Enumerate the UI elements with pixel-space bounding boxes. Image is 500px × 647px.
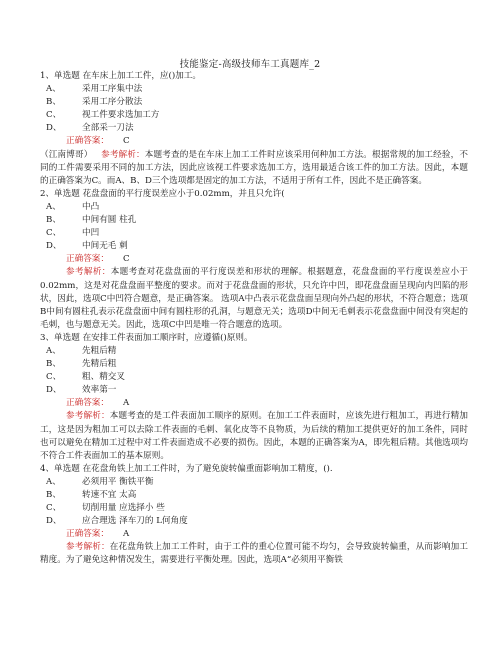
question-stem: 1、单选题 在车床上加工工件，应()加工。 [40, 71, 201, 81]
explanation [40, 266, 468, 331]
question-4 [40, 463, 468, 568]
option-b[interactable] [40, 358, 468, 371]
option-text: 粗、精交叉 [82, 372, 125, 383]
explanation-label: 参考解析： [101, 149, 145, 160]
option-text: 效率第一 [82, 385, 117, 396]
explanation-text: 本题考查的是在车床上加工工件时应该采用何种加工方法。根据常规的加工经验，不同的工件需要采用不同的加工方法，因此应该视工件要求选加工方，选用最适合该工件的加工方法。因此，本题的正确答案为C。而A、B、D三个选项都是固定的加工方法，不适用于所有工件，因此不是正确答案。 [40, 149, 468, 186]
explanation-text: 本题考查的是工件表面加工顺序的原则。在加工工件表面时，应该先进行粗加工，再进行精加工，这是因为粗加工可以去除工件表面的毛刺、氧化皮等不良物质，为后续的精加工提供更好的加工条件，同时也可以避免在精加工过程中对工件表面造成不必要的损伤。因此，本题的正确答案为A，即先粗后精。其他选项均不符合工件表面加工的基本原则。 [40, 411, 468, 461]
option-a[interactable] [40, 83, 468, 96]
option-c[interactable] [40, 227, 468, 240]
option-letter: B、 [46, 215, 61, 226]
option-letter: A、 [46, 201, 61, 212]
answer-value: A [122, 529, 130, 540]
option-a[interactable] [40, 201, 468, 214]
option-c[interactable] [40, 371, 468, 384]
question-1 [40, 70, 468, 188]
option-text: 采用工序分散法 [82, 97, 143, 108]
option-letter: C、 [46, 503, 62, 514]
option-letter: D、 [46, 385, 62, 396]
option-text: 先精后粗 [82, 359, 117, 370]
source-note: （江南博哥） [40, 149, 93, 160]
question-2 [40, 188, 468, 332]
answer-label: 正确答案： [66, 529, 109, 540]
explanation-label: 参考解析： [66, 411, 110, 422]
question-list [40, 70, 468, 568]
option-letter: A、 [46, 84, 61, 95]
option-text: 中凸 [82, 201, 100, 212]
option-text: 应合理选 泽车刀的 L何角度 [82, 516, 188, 527]
option-b[interactable] [40, 214, 468, 227]
answer-value: C [122, 254, 130, 265]
option-text: 转速不宜 太高 [82, 490, 137, 500]
option-text: 切削用量 应选择小 些 [82, 503, 165, 514]
option-text: 视工件要求选加工方 [82, 110, 160, 121]
option-c[interactable] [40, 502, 468, 515]
option-text: 中间无毛 刺 [82, 241, 128, 252]
option-letter: B、 [46, 490, 61, 500]
option-d[interactable] [40, 384, 468, 397]
option-letter: C、 [46, 228, 62, 239]
answer-line [40, 135, 468, 148]
explanation-label: 参考解析： [66, 542, 110, 553]
answer-value: C [122, 136, 130, 147]
document-title: 技能鉴定-高级技师车工真题库_2 [179, 59, 321, 70]
answer-label: 正确答案： [66, 254, 109, 265]
option-letter: C、 [46, 110, 62, 121]
option-b[interactable] [40, 96, 468, 109]
explanation [40, 541, 468, 567]
option-letter: D、 [46, 241, 62, 252]
option-letter: A、 [46, 345, 61, 356]
option-letter: D、 [46, 123, 62, 134]
option-letter: D、 [46, 516, 62, 527]
option-letter: B、 [46, 359, 61, 370]
explanation [40, 149, 468, 188]
option-text: 全部采一刀法 [82, 123, 134, 134]
option-a[interactable] [40, 476, 468, 489]
option-a[interactable] [40, 345, 468, 358]
option-letter: B、 [46, 97, 61, 108]
option-b[interactable] [40, 489, 468, 502]
question-stem: 3、单选题 在安排工件表面加工顺序时，应遵循()原则。 [40, 332, 253, 343]
option-d[interactable] [40, 122, 468, 135]
question-stem: 4、单选题 在花盘角铁上加工工件时，为了避免旋转偏重面影响加工精度，(). [40, 463, 333, 474]
answer-line [40, 397, 468, 410]
answer-label: 正确答案： [66, 136, 109, 147]
option-letter: A、 [46, 476, 61, 487]
option-c[interactable] [40, 109, 468, 122]
question-3 [40, 332, 468, 463]
option-letter: C、 [46, 372, 62, 383]
option-d[interactable] [40, 515, 468, 528]
option-text: 必须用平 衡铁平衡 [82, 476, 154, 487]
answer-value: A [122, 398, 130, 409]
answer-line [40, 253, 468, 266]
explanation [40, 410, 468, 462]
question-stem: 2、单选题 花盘盘面的平行度误差应小于0.02mm，并且只允许( [40, 188, 285, 199]
answer-label: 正确答案： [66, 398, 109, 409]
explanation-label: 参考解析： [66, 267, 111, 278]
option-text: 中间有圆 柱孔 [82, 215, 137, 226]
explanation-text: 在花盘角铁上加工工件时，由于工件的重心位置可能不均匀，会导致旋转偏重，从而影响加工精度。为了避免这种情况发生，需要进行平衡处理。因此，选项A“必须用平衡铁 [40, 542, 468, 566]
explanation-text: 本题考查对花盘盘面的平行度误差和形状的理解。根据题意，花盘盘面的平行度误差应小于0.02mm，这是对花盘盘面平整度的要求。而对于花盘盘面的形状，只允许中凹，即花盘盘面呈现向内凹陷的形状，因此，选项C中凹符合题意，是正确答案。 选项A中凸表示花盘盘面呈现向外凸起的形状，不符合题意；选项B中间有圆柱孔表示花盘盘面中间有圆柱形的孔洞，与题意无关；选项D中间无毛刺表示花盘盘面中间没有突起的毛刺，也与题意无关。因此，选项C中凹是唯一符合题意的选项。 [40, 267, 469, 330]
option-text: 采用工序集中法 [82, 84, 143, 95]
option-text: 中凹 [82, 228, 100, 239]
option-text: 先粗后精 [82, 345, 117, 356]
option-d[interactable] [40, 240, 468, 253]
answer-line [40, 528, 468, 541]
